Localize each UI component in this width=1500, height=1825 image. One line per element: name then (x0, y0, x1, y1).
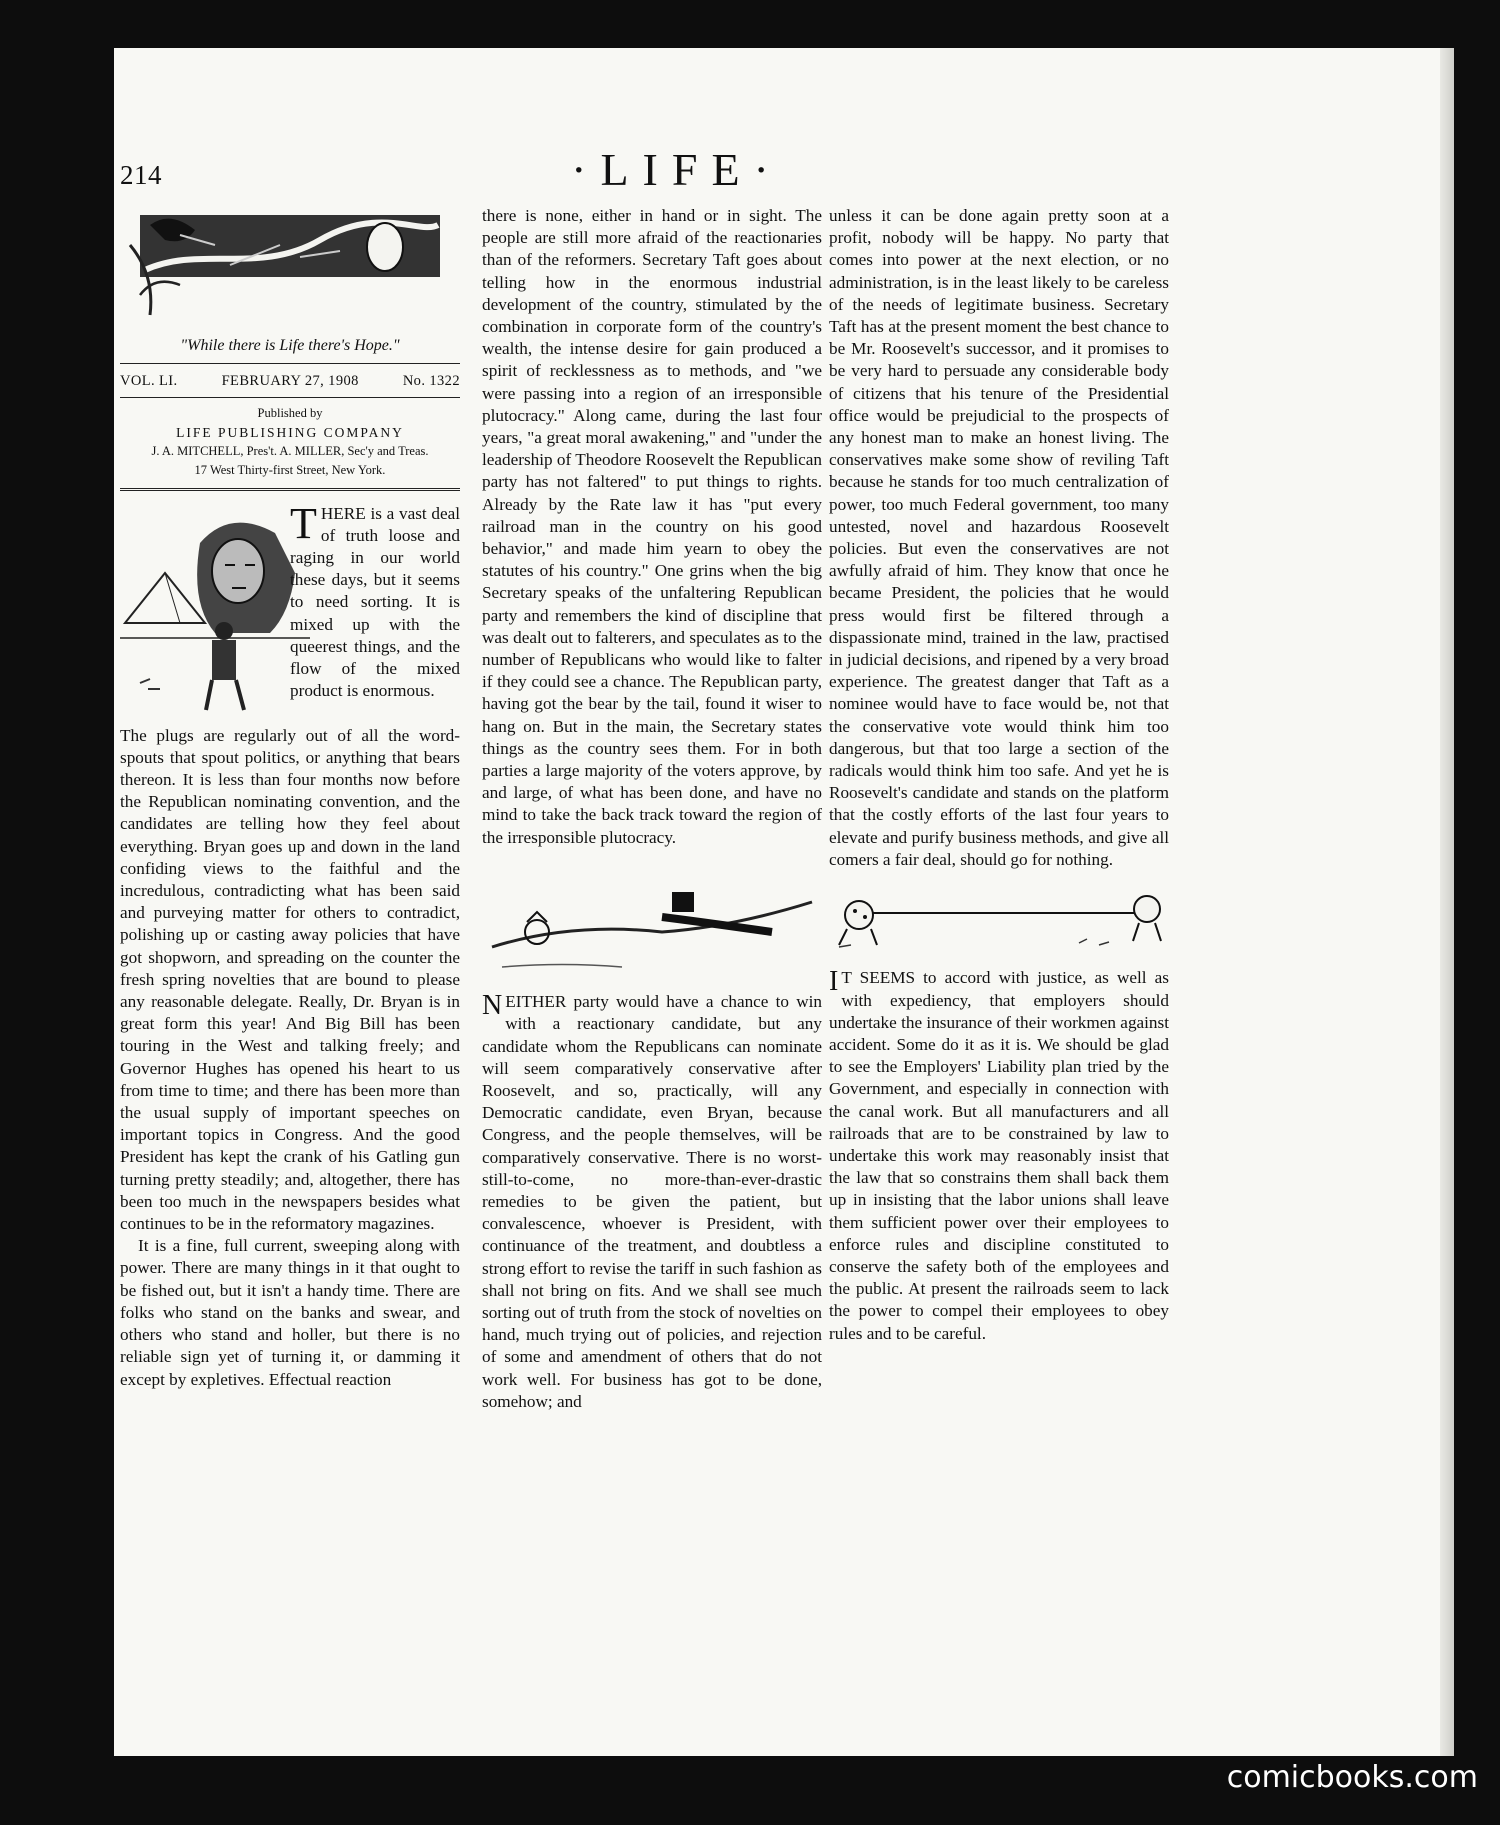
lead-paragraph (290, 498, 460, 703)
sphinx-illustration (120, 503, 310, 725)
lead-section (120, 498, 460, 725)
col3-paragraph-2 (829, 967, 1169, 1344)
column-2 (482, 205, 822, 1413)
crawling-figures-illustration (482, 877, 822, 977)
drop-cap-i: I (829, 966, 839, 998)
drop-cap-t: T (290, 498, 317, 548)
publisher-company: LIFE PUBLISHING COMPANY (176, 424, 404, 440)
col2-paragraph-2 (482, 991, 822, 1413)
masthead-illustration (120, 205, 460, 325)
volume-number: VOL. LI. (120, 373, 178, 390)
masthead: ·LIFE· (571, 144, 783, 195)
lead-text: HERE is a vast deal of truth loose and raging in our world these days, but it seems to need sorting. It is mixed up with the queerest things, and the flow of the mixed product is enormous. (290, 503, 460, 701)
col1-paragraph-1: The plugs are regularly out of all the word-spouts that spout politics, or anything that bears thereon. It is less than four months now before the Republican nominating convention, and the candidates are telling how they feel about everything. Bryan goes up and down in the land confiding views to the faithful and the incredulous, contradicting what has been said and purveying matter for others to contradict, polishing up or casting away policies that have got shopworn, and spreading on the counter the fresh spring novelties that are bound to please any reasonable delegate. Really, Dr. Bryan is in great form this year! And Big Bill has been touring in the West and talking freely; and Governor Hughes has opened his heart to us from time to time; and there has been more than the usual supply of important speeches on important topics in Congress. And the good President has kept the crank of his Gatling gun turning pretty steadily; and, altogether, there has been too much in the newspapers besides what continues to be in the reformatory magazines. (120, 725, 460, 1234)
column-1 (120, 205, 460, 1391)
adjacent-page-edge (1440, 48, 1454, 1756)
drop-cap-n: N (482, 990, 503, 1022)
col3-paragraph-2-text: T SEEMS to accord with justice, as well as with expediency, that employers should undertake the insurance of their workmen against accident. Some do it as it is. We should be glad to see the Employers' Liability plan tried by the Government, and especially in connection with the canal work. But all manufacturers and all railroads that are to be constrained by law to undertake this work may reasonably insist that the law that so constrains them shall back them up in insisting that the labor unions shall leave them sufficient power over their employees to enforce rules and discipline constituted to conserve the safety both of the employees and the public. At present the railroads seem to lack the power to compel their employees to obey rules and to be careful. (829, 968, 1169, 1343)
rule-bottom (120, 488, 460, 491)
tug-of-war-illustration (829, 883, 1169, 953)
header-tagline: "While there is Life there's Hope." (180, 337, 400, 355)
volume-line (120, 364, 460, 396)
col3-paragraph-1: unless it can be done again pretty soon at a profit, nobody will be happy. No party that comes into power at the next election, or no administration, is in the least likely to be careless of the needs of legitimate business. Secretary Taft has at the present moment the best chance to be Mr. Roosevelt's successor, and it promises to be very hard to persuade any considerable body of citizens that his tenure of the Presidential office would be prejudicial to the prospects of any honest man to make an honest living. The conservatives make some show of reviling Taft because he stands for too much centralization of power, too much Federal government, too many untested, novel and hazardous Roosevelt policies. But even the conservatives are not awfully afraid of him. They know that once he became President, the policies that he would press would first be filtered through a dispassionate mind, trained in the law, practised in judicial decisions, and ripened by a very broad experience. The greatest danger that Taft as a nominee would have to face would be, not that the conservative vote would think him too dangerous, but that too large a section of the radicals would think him too safe. And yet he is Roosevelt's candidate and stands on the platform that the costly efforts of the last four years to elevate and purify business methods, and give all comers a fair deal, should go for nothing. (829, 206, 1169, 869)
issue-number: No. 1322 (402, 373, 460, 390)
publisher-block (120, 398, 460, 488)
column-3 (829, 205, 1169, 1345)
page-number: 214 (120, 160, 162, 190)
col1-paragraph-2: It is a fine, full current, sweeping along with power. There are many things in it that ought to be fished out, but it isn't a handy time. There are folks who stand on the banks and swear, and others who stand and holler, but there is no reliable sign yet of turning it, or damming it except by expletives. Effectual reaction (120, 1236, 460, 1389)
col2-paragraph-2-text: EITHER party would have a chance to win with a reactionary candidate, but any candidate whom the Republicans can nominate will seem comparatively conservative after Roosevelt, and so, practically, will any Democratic candidate, even Bryan, because Congress, and the people themselves, will be comparatively conservative. There is no worst-still-to-come, no more-than-ever-drastic remedies to be given the patient, but convalescence, whoever is President, with continuance of the treatment, and doubtless a strong effort to revise the tariff in such fashion as shall not bring on fits. And we shall see much sorting out of truth from the stock of novelties on hand, much trying out of policies, and rejection of some and amendment of others that do not work well. For business has got to be done, somehow; and (482, 992, 822, 1411)
publisher-address: 17 West Thirty-first Street, New York. (194, 462, 386, 477)
publisher-officers: J. A. MITCHELL, Pres't. A. MILLER, Sec'y and Treas. (151, 443, 429, 458)
col2-paragraph-1: there is none, either in hand or in sight. The people are still more afraid of the reactionaries than of the reformers. Secretary Taft goes about telling how in the enormous industrial development of the country, stimulated by the combination in corporate form of the country's wealth, the intense desire for gain produced a spirit of recklessness as to methods, and "we were passing into a region of an irresponsible plutocracy." Along came, during the last four years, "a great moral awakening," and "under the leadership of Theodore Roosevelt the Republican party has not faltered" to put things to rights. Already by the Rate law it has "put every railroad man in the country on his good behavior," and made him yearn to obey the statutes of his country." One grins when the big Secretary speaks of the unfaltering Republican party and remembers the kind of discipline that was dealt out to falterers, and speculates as to the number of Republicans who would like to falter if they could see a chance. The Republican party, having got the bear by the tail, found it wiser to hang on. But in the main, the Secretary states things as the country sees them. For in both parties a large majority of the voters approve, by and large, of what has been done, and have no mind to take the back track toward the region of the irresponsible plutocracy. (482, 206, 822, 847)
watermark: comicbooks.com (1226, 1760, 1478, 1795)
issue-date: FEBRUARY 27, 1908 (221, 373, 359, 390)
published-by: Published by (257, 405, 323, 420)
